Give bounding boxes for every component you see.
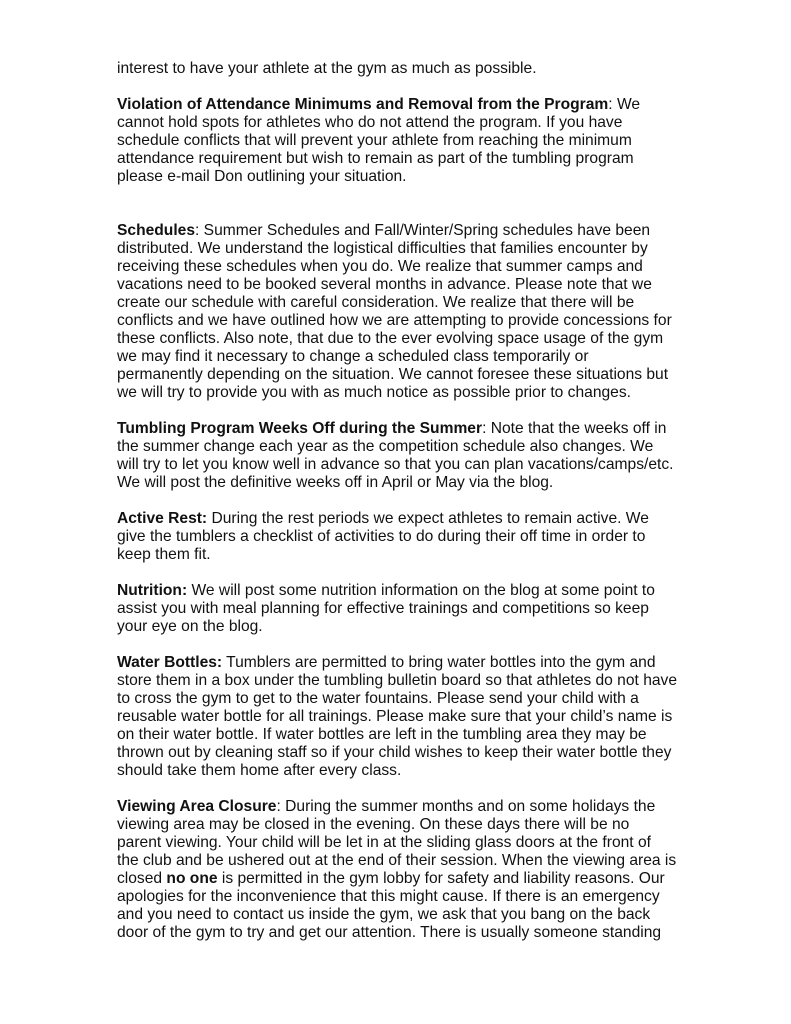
active-rest-paragraph: [117, 510, 677, 564]
section-heading: Nutrition:: [117, 582, 188, 599]
line: : We: [608, 96, 641, 113]
paragraph-spacer: [117, 186, 677, 222]
line: attendance requirement but wish to remain as part of the tumbling program: [117, 150, 634, 167]
document-page: [117, 60, 677, 942]
line: Tumblers are permitted to bring water bottles into the gym and: [222, 654, 656, 671]
intro-paragraph: [117, 60, 677, 78]
emphasis-no-one: no one: [166, 870, 218, 887]
line: thrown out by cleaning staff so if your child wishes to keep their water bottle they: [117, 744, 672, 761]
water-bottles-paragraph: [117, 654, 677, 780]
line: We will post some nutrition information on the blog at some point to: [187, 582, 655, 599]
line: should take them home after every class.: [117, 762, 402, 779]
line: give the tumblers a checklist of activities to do during their off time in order to: [117, 528, 646, 545]
section-heading: Violation of Attendance Minimums and Removal from the Program: [117, 96, 609, 113]
line: store them in a box under the tumbling bulletin board so that athletes do not have: [117, 672, 678, 689]
weeks-off-paragraph: [117, 420, 677, 492]
schedules-paragraph: [117, 222, 677, 402]
section-heading: Tumbling Program Weeks Off during the Summer: [117, 420, 483, 437]
nutrition-paragraph: [117, 582, 677, 636]
paragraph-spacer: [117, 78, 677, 96]
paragraph-spacer: [117, 564, 677, 582]
line: cannot hold spots for athletes who do not attend the program. If you have: [117, 114, 623, 131]
paragraph-spacer: [117, 402, 677, 420]
line: please e-mail Don outlining your situation.: [117, 168, 407, 185]
viewing-text-before: : During the summer months and on some holidays the viewing area may be closed in the evening. On these days there will be no parent viewing. Your child will be let in at the sliding glass doors at the front of the club and be ushered out at the end of their session. When the viewing area is closed: [117, 798, 677, 887]
line: : Note that the weeks off in: [482, 420, 667, 437]
paragraph-spacer: [117, 780, 677, 798]
line: we may find it necessary to change a scheduled class temporarily or: [117, 348, 589, 365]
line: conflicts and we have outlined how we are attempting to provide concessions for: [117, 312, 672, 329]
line: : Summer Schedules and Fall/Winter/Spring schedules have been: [195, 222, 651, 239]
section-heading: Active Rest:: [117, 510, 208, 527]
section-heading: Water Bottles:: [117, 654, 223, 671]
line: During the rest periods we expect athletes to remain active. We: [207, 510, 649, 527]
line: create our schedule with careful consideration. We realize that there will be: [117, 294, 635, 311]
line: keep them fit.: [117, 546, 211, 563]
line: We will post the definitive weeks off in April or May via the blog.: [117, 474, 554, 491]
line: assist you with meal planning for effective trainings and competitions so keep: [117, 600, 649, 617]
line: your eye on the blog.: [117, 618, 263, 635]
viewing-area-paragraph: [117, 798, 677, 942]
line: permanently depending on the situation. We cannot foresee these situations but: [117, 366, 669, 383]
line: schedule conflicts that will prevent your athlete from reaching the minimum: [117, 132, 632, 149]
line: vacations need to be booked several months in advance. Please note that we: [117, 276, 652, 293]
paragraph-spacer: [117, 636, 677, 654]
line: the summer change each year as the competition schedule also changes. We: [117, 438, 654, 455]
viewing-text-after: is permitted in the gym lobby for safety and liability reasons. Our apologies for the inconvenience that this might cause. If there is an emergency and you need to contact us inside the gym, we ask that you bang on the back door of the gym to try and get our attention. There is usually someone standing: [117, 870, 665, 941]
paragraph-spacer: [117, 492, 677, 510]
line: receiving these schedules when you do. We realize that summer camps and: [117, 258, 643, 275]
attendance-violation-paragraph: [117, 96, 677, 186]
section-heading: Schedules: [117, 222, 195, 239]
line: distributed. We understand the logistical difficulties that families encounter by: [117, 240, 648, 257]
line: reusable water bottle for all trainings. Please make sure that your child’s name is: [117, 708, 673, 725]
line: will try to let you know well in advance so that you can plan vacations/camps/etc.: [117, 456, 674, 473]
line: these conflicts. Also note, that due to the ever evolving space usage of the gym: [117, 330, 664, 347]
line: on their water bottle. If water bottles are left in the tumbling area they may be: [117, 726, 647, 743]
section-heading: Viewing Area Closure: [117, 798, 277, 815]
intro-text: interest to have your athlete at the gym as much as possible.: [117, 60, 537, 77]
line: to cross the gym to get to the water fountains. Please send your child with a: [117, 690, 639, 707]
line: we will try to provide you with as much notice as possible prior to changes.: [117, 384, 631, 401]
